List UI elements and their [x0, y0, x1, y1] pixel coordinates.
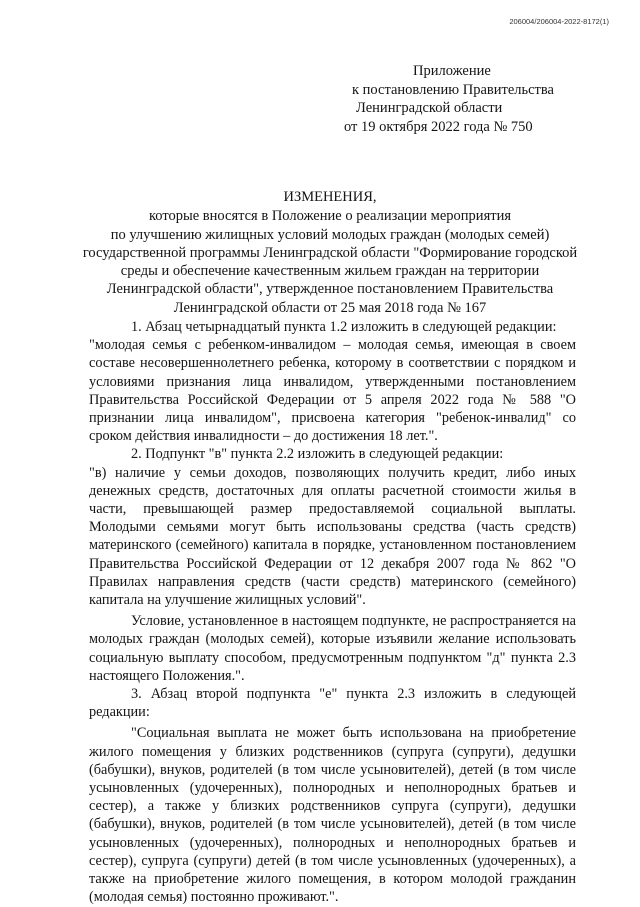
title-line: которые вносятся в Положение о реализации мероприятия	[148, 208, 512, 225]
approval-line-1: Приложение	[413, 63, 491, 79]
document-id: 206004/206004-2022-8172(1)	[509, 17, 609, 26]
title-line: Ленинградской области от 25 мая 2018 года № 167	[173, 299, 487, 316]
amendment-2-condition: Условие, установленное в настоящем подпункте, не распространяется на молодых граждан (молодых семей), которые изъявили желание использовать социальную выплату способом, предусмотренным подпунктом "д" пункта 2.3 настоящего Положения.".	[89, 613, 576, 684]
amendment-3-text: "Социальная выплата не может быть использована на приобретение жилого помещения у близких родственников (супруга (супруги), дедушки (бабушки), внуков, родителей (в том числе усыновителей), детей (в том числе усыновленных (удочеренных), полнородных и неполнородных братьев и сестер), а также у близких родственников супруга (супруги), дедушки (бабушки), внуков, родителей (в том числе усыновителей), детей (в том числе усыновленных (удочеренных), полнородных и неполнородных братьев и сестер), супруга (супруги) детей (в том числе усыновленных (удочеренных), а также на приобретение жилого помещения, в котором молодой гражданин (молодая семья) постоянно проживают.".	[89, 725, 576, 906]
amendment-2-text: "в) наличие у семьи доходов, позволяющих получить кредит, либо иных денежных средств, достаточных для оплаты расчетной стоимости жилья в части, превышающей размер предоставляемой социальной выплаты. Молодыми семьями могут быть использованы средства (часть средств) материнского (семейного) капитала в порядке, установленном постановлением Правительства Российской Федерации от 12 декабря 2007 года № 862 "О Правилах направления средств (части средств) материнского (семейного) капитала на улучшение жилищных условий".	[89, 464, 576, 609]
amendment-1-text: "молодая семья с ребенком-инвалидом – молодая семья, имеющая в своем составе несовершеннолетнего ребенка, которому в соответствии с порядком и условиями признания лица инвалидом, утвержденными постановлением Правительства Российской Федерации от 5 апреля 2022 года № 588 "О признании лица инвалидом", присвоена категория "ребенок-инвалид" со сроком действия инвалидности – до достижения 18 лет.".	[89, 337, 576, 445]
title-line: среды и обеспечение качественным жильем граждан на территории	[120, 263, 540, 280]
amendment-3: 3. Абзац второй подпункта "е" пункта 2.3 изложить в следующей редакции:	[89, 686, 576, 721]
approval-stamp	[344, 62, 614, 136]
title-line: по улучшению жилищных условий молодых граждан (молодых семей)	[110, 226, 550, 243]
approval-line-4: от 19 октября 2022 года № 750	[344, 118, 533, 135]
approval-line-2: к постановлению Правительства	[352, 81, 554, 98]
document-body	[89, 318, 576, 907]
amendment-2: 2. Подпункт "в" пункта 2.2 изложить в следующей редакции:	[131, 446, 504, 463]
title-line: Ленинградской области", утвержденное постановлением Правительства	[106, 281, 554, 298]
title-line: государственной программы Ленинградской области "Формирование городской	[82, 244, 578, 261]
document-title	[70, 188, 590, 317]
title-heading: ИЗМЕНЕНИЯ,	[283, 189, 377, 205]
amendment-1: 1. Абзац четырнадцатый пункта 1.2 изложить в следующей редакции:	[131, 319, 557, 335]
approval-line-3: Ленинградской области	[356, 100, 503, 116]
